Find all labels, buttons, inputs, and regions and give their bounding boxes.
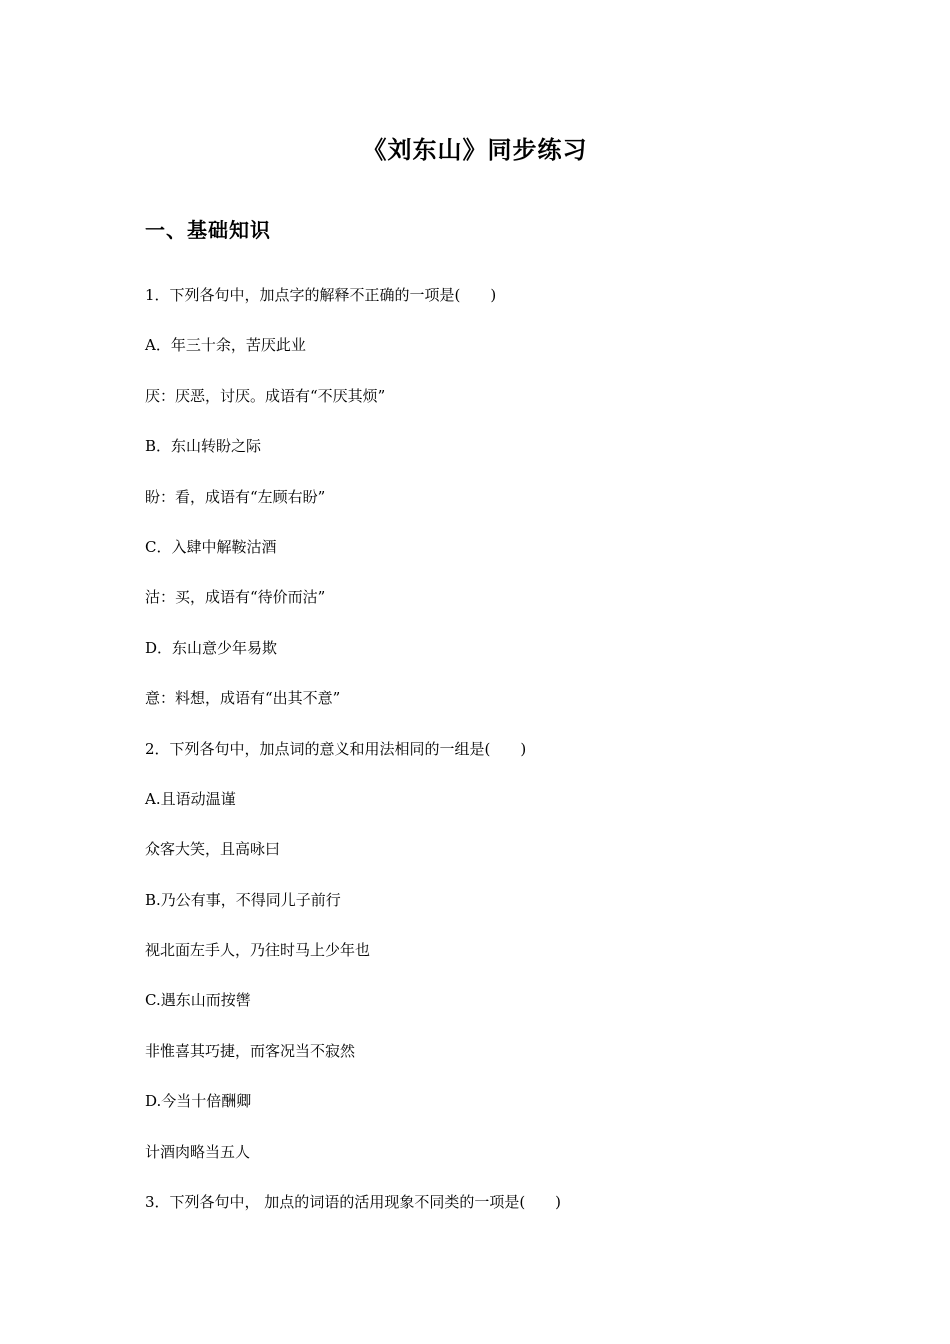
- question-2-option-d-line-1: D.今当十倍酬卿: [145, 1092, 252, 1111]
- question-1-option-d-explanation: 意：料想，成语有“出其不意”: [145, 689, 341, 708]
- question-1-option-a-explanation: 厌：厌恶，讨厌。成语有“不厌其烦”: [145, 386, 386, 405]
- question-2-stem: 2．下列各句中，加点词的意义和用法相同的一组是( ): [145, 739, 527, 758]
- question-1-option-b: B．东山转盼之际: [145, 437, 262, 456]
- question-2-option-a-line-2: 众客大笑，且高咏曰: [145, 840, 281, 859]
- question-1-stem: 1．下列各句中，加点字的解释不正确的一项是( ): [145, 286, 497, 304]
- document-title: 《刘东山》同步练习: [362, 136, 588, 164]
- question-1-option-c-explanation: 沽：买，成语有“待价而沽”: [145, 588, 326, 607]
- question-1-option-b-explanation: 盼：看，成语有“左顾右盼”: [145, 487, 326, 506]
- question-2-option-c-line-1: C.遇东山而按辔: [145, 991, 251, 1010]
- question-1-option-c: C．入肆中解鞍沽酒: [145, 537, 277, 556]
- question-2-option-b-line-2: 视北面左手人，乃往时马上少年也: [145, 941, 371, 960]
- question-1-option-a: A．年三十余，苦厌此业: [145, 336, 306, 355]
- document-body: [145, 283, 825, 1240]
- question-2-option-c-line-2: 非惟喜其巧捷，而客况当不寂然: [145, 1041, 356, 1060]
- question-2-option-d-line-2: 计酒肉略当五人: [145, 1142, 251, 1161]
- question-3-stem: 3．下列各句中， 加点的词语的活用现象不同类的一项是( ): [145, 1193, 562, 1212]
- question-1-option-d: D．东山意少年易欺: [145, 638, 278, 657]
- section-heading: 一、基础知识: [145, 218, 271, 242]
- question-2-option-b-line-1: B.乃公有事，不得同儿子前行: [145, 890, 341, 909]
- question-2-option-a-line-1: A.且语动温谨: [145, 789, 236, 808]
